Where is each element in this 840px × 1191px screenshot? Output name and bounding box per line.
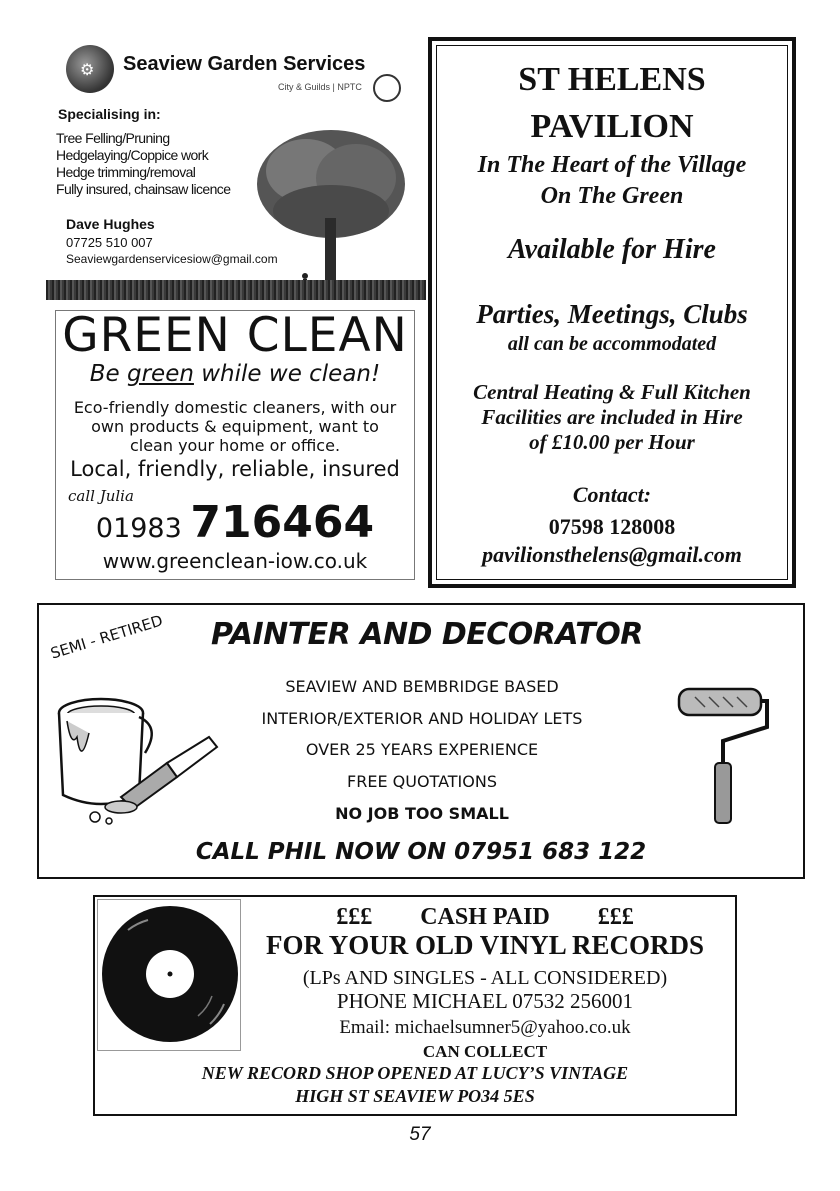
green-clean-ad bbox=[55, 310, 415, 580]
company-name: Seaview Garden Services bbox=[123, 53, 366, 75]
painter-line: SEAVIEW AND BEMBRIDGE BASED bbox=[285, 677, 559, 696]
service-item: Fully insured, chainsaw licence bbox=[56, 181, 231, 197]
location-line2: On The Green bbox=[540, 183, 684, 209]
tagline-end: while we clean! bbox=[193, 361, 381, 387]
vinyl-headline: FOR YOUR OLD VINYL RECORDS bbox=[265, 930, 705, 960]
seaview-garden-ad bbox=[46, 38, 426, 300]
facilities-line2: Facilities are included in Hire bbox=[481, 405, 743, 429]
service-item: Hedge trimming/removal bbox=[56, 164, 196, 180]
service-item: Hedgelaying/Coppice work bbox=[56, 147, 209, 163]
cash-paid-line bbox=[235, 904, 735, 931]
contact-email[interactable]: Seaviewgardenservicesiow@gmail.com bbox=[66, 252, 278, 266]
call-julia: call Julia bbox=[68, 487, 134, 505]
service-item: Tree Felling/Pruning bbox=[56, 130, 170, 146]
pavilion-location bbox=[437, 150, 787, 212]
green-clean-website[interactable]: www.greenclean-iow.co.uk bbox=[102, 549, 368, 573]
pavilion-title-line2: PAVILION bbox=[530, 108, 694, 145]
pavilion-inner-frame bbox=[436, 45, 788, 580]
chainsaw-icon: ⚙ bbox=[80, 62, 95, 79]
location-line1: In The Heart of the Village bbox=[477, 152, 747, 178]
vinyl-shop-line2: HIGH ST SEAVIEW PO34 5ES bbox=[295, 1086, 535, 1106]
vinyl-collect: CAN COLLECT bbox=[422, 1042, 548, 1061]
vinyl-shop-line1: NEW RECORD SHOP OPENED AT LUCY’S VINTAGE bbox=[201, 1063, 629, 1083]
phone-number: 716464 bbox=[190, 497, 375, 548]
pavilion-facilities bbox=[437, 380, 787, 455]
page-number: 57 bbox=[409, 1124, 431, 1145]
tagline-green: green bbox=[127, 361, 194, 387]
specialising-heading: Specialising in: bbox=[58, 106, 161, 122]
painter-call[interactable]: CALL PHIL NOW ON 07951 683 122 bbox=[195, 839, 647, 865]
green-clean-description: Eco-friendly domestic cleaners, with our own products & equipment, want to clean your home or office. bbox=[73, 398, 397, 455]
grass-strip bbox=[46, 280, 426, 300]
pavilion-uses: Parties, Meetings, Clubs bbox=[476, 299, 748, 329]
pavilion-title-line1: ST HELENS bbox=[518, 61, 706, 98]
cash-paid: CASH PAID bbox=[420, 904, 550, 930]
pavilion-phone[interactable]: 07598 128008 bbox=[548, 514, 676, 539]
pounds-left: £££ bbox=[336, 904, 373, 930]
tagline-start: Be bbox=[89, 361, 127, 387]
pavilion-hire: Available for Hire bbox=[508, 234, 716, 265]
green-clean-tagline bbox=[56, 361, 414, 387]
painter-line: FREE QUOTATIONS bbox=[347, 772, 497, 791]
accreditations: City & Guilds | NPTC bbox=[278, 82, 362, 92]
pavilion-ad bbox=[428, 37, 796, 588]
phone-prefix: 01983 bbox=[95, 513, 182, 544]
green-clean-phone[interactable] bbox=[56, 497, 414, 548]
green-clean-title: GREEN CLEAN bbox=[62, 308, 408, 363]
accreditation-badge-icon bbox=[373, 74, 401, 102]
vinyl-lps: (LPs AND SINGLES - ALL CONSIDERED) bbox=[302, 967, 668, 989]
contact-phone: 07725 510 007 bbox=[66, 235, 153, 250]
painter-line: INTERIOR/EXTERIOR AND HOLIDAY LETS bbox=[261, 709, 583, 728]
vinyl-record-icon bbox=[98, 900, 240, 1050]
pavilion-accommodated: all can be accommodated bbox=[507, 333, 717, 355]
facilities-line1: Central Heating & Full Kitchen bbox=[473, 380, 751, 404]
vinyl-phone[interactable]: PHONE MICHAEL 07532 256001 bbox=[336, 989, 634, 1013]
services-list bbox=[56, 130, 230, 198]
facilities-line3: of £10.00 per Hour bbox=[529, 430, 695, 454]
contact-name: Dave Hughes bbox=[66, 216, 155, 232]
painter-line: OVER 25 YEARS EXPERIENCE bbox=[305, 740, 539, 759]
vinyl-email[interactable]: Email: michaelsumner5@yahoo.co.uk bbox=[339, 1017, 631, 1038]
painter-ad bbox=[37, 603, 805, 879]
pavilion-email[interactable]: pavilionsthelens@gmail.com bbox=[482, 542, 742, 567]
painter-title: PAINTER AND DECORATOR bbox=[211, 617, 643, 652]
pavilion-contact-label: Contact: bbox=[572, 482, 652, 507]
pounds-right: £££ bbox=[597, 904, 634, 930]
vinyl-records-ad bbox=[93, 895, 737, 1116]
vinyl-record-frame bbox=[97, 899, 241, 1051]
semi-retired-label: SEMI - RETIRED bbox=[48, 611, 165, 663]
painter-line: NO JOB TOO SMALL bbox=[335, 804, 509, 823]
paint-roller-icon bbox=[665, 683, 775, 828]
green-clean-attributes: Local, friendly, reliable, insured bbox=[70, 457, 400, 481]
